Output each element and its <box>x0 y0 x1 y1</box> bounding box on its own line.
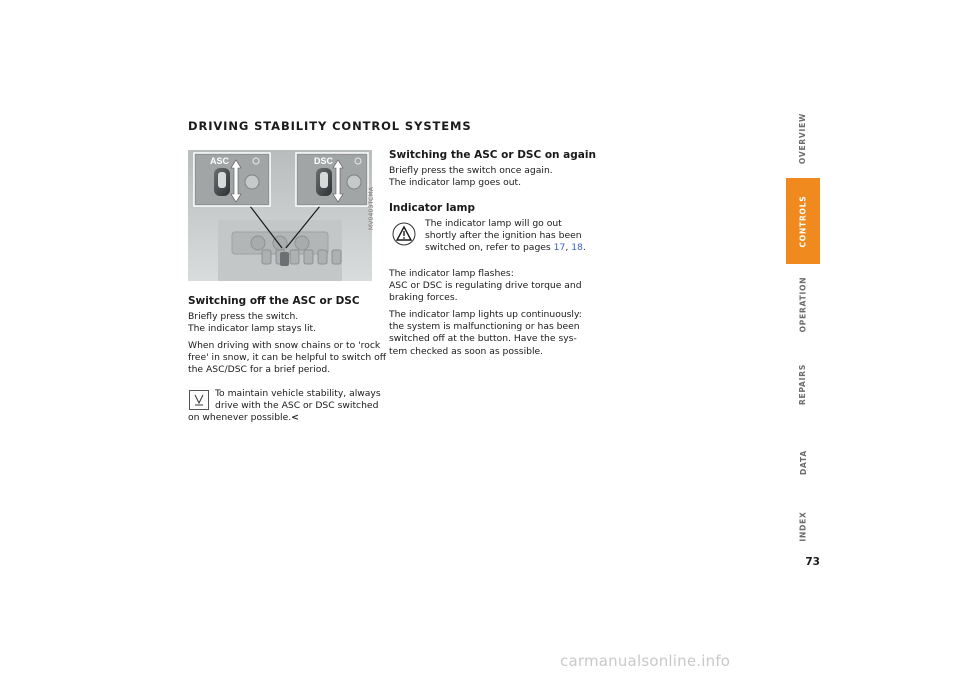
watermark: carmanualsonline.info <box>560 652 731 670</box>
figure-code: MV0403TCMA <box>368 186 376 231</box>
tab-controls[interactable] <box>786 178 820 264</box>
tab-label: CONTROLS <box>798 194 808 248</box>
text-fragment: switched on, refer to pages <box>425 242 554 254</box>
note-text-last <box>188 412 299 424</box>
text-line: on whenever possible. <box>188 412 292 423</box>
svg-text:ASC: ASC <box>210 156 230 166</box>
tab-label: INDEX <box>798 510 808 542</box>
tab-label: REPAIRS <box>798 363 808 405</box>
tab-repairs[interactable] <box>786 344 820 424</box>
tab-label: OPERATION <box>798 276 808 332</box>
tab-overview[interactable] <box>786 98 820 178</box>
text-line: shortly after the ignition has been <box>425 230 582 242</box>
text-line: switched off at the button. Have the sys- <box>389 333 577 345</box>
text-line: The indicator lamp goes out. <box>389 177 522 189</box>
text-line: The indicator lamp stays lit. <box>188 323 317 335</box>
text-line: Briefly press the switch once again. <box>389 165 553 176</box>
tab-operation[interactable] <box>786 264 820 344</box>
chapter-sidebar <box>786 98 820 578</box>
text-line: The indicator lamp will go out <box>425 218 562 229</box>
text-line: braking forces. <box>389 292 458 304</box>
text-line: When driving with snow chains or to 'rock <box>188 340 381 351</box>
text-line: the system is malfunctioning or has been <box>389 321 580 333</box>
switching-on-text <box>389 165 553 189</box>
text-line <box>425 242 586 254</box>
section-title: DRIVING STABILITY CONTROL SYSTEMS <box>188 119 472 133</box>
note-icon <box>189 390 209 410</box>
lamp-flashes-paragraph <box>389 268 582 305</box>
switching-on-heading: Switching the ASC or DSC on again <box>389 149 596 161</box>
text-line: tem checked as soon as possible. <box>389 345 544 357</box>
tab-label: OVERVIEW <box>798 112 808 164</box>
page-link-17[interactable]: 17 <box>553 242 566 254</box>
page-number: 73 <box>805 556 820 568</box>
text-line: the ASC/DSC for a brief period. <box>188 364 331 376</box>
indicator-warning-text <box>425 218 586 255</box>
warning-triangle-icon <box>392 222 416 246</box>
text-line: Briefly press the switch. <box>188 311 299 322</box>
note-end-mark: < <box>291 412 299 423</box>
page-link-18[interactable]: 18 <box>571 242 583 254</box>
text-line: ASC or DSC is regulating drive torque and <box>389 280 582 292</box>
tab-index[interactable] <box>786 486 820 566</box>
lamp-continuous-paragraph <box>389 309 582 358</box>
text-line: The indicator lamp flashes: <box>389 268 514 279</box>
indicator-lamp-heading: Indicator lamp <box>389 202 476 214</box>
text-line: The indicator lamp lights up continuously: <box>389 309 582 320</box>
tab-label: DATA <box>798 449 808 475</box>
asc-dsc-switch-figure <box>188 150 372 281</box>
switching-off-text <box>188 311 316 335</box>
switching-off-heading: Switching off the ASC or DSC <box>188 295 360 307</box>
svg-text:DSC: DSC <box>314 156 334 166</box>
text-fragment: , <box>565 242 572 254</box>
text-line: free' in snow, it can be helpful to switch off <box>188 352 387 364</box>
text-line: drive with the ASC or DSC switched <box>215 400 379 412</box>
dashboard-illustration <box>188 150 372 281</box>
note-text <box>215 388 381 412</box>
snow-chains-paragraph <box>188 340 386 377</box>
text-line: To maintain vehicle stability, always <box>215 388 381 399</box>
text-fragment: . <box>582 242 586 254</box>
